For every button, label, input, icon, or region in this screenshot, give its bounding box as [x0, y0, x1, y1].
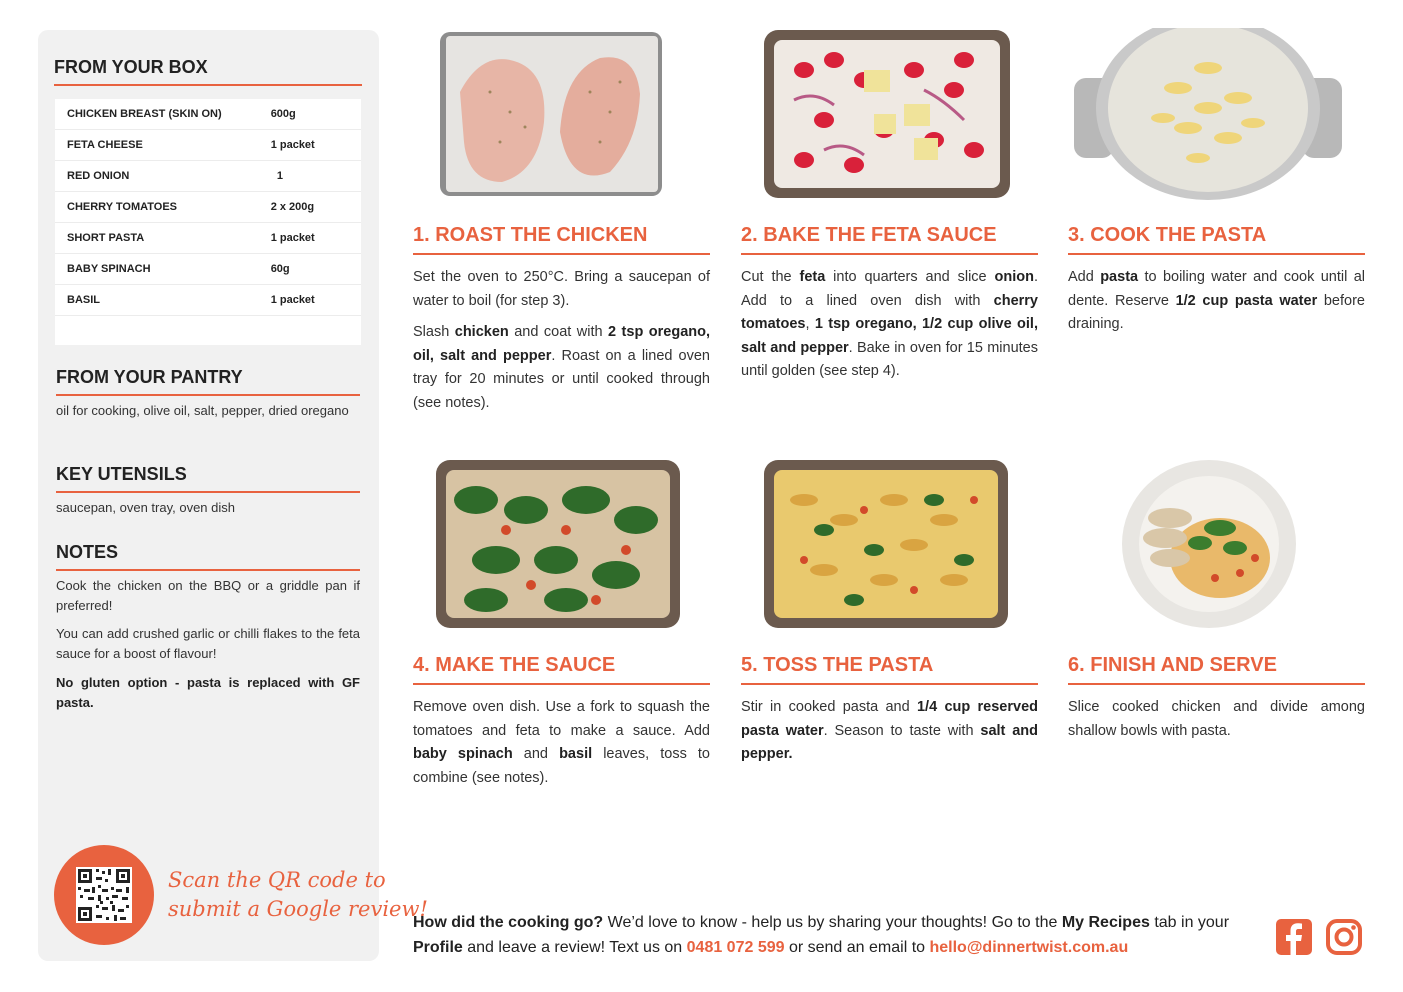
ingredient-name: SHORT PASTA [67, 232, 145, 244]
step-3-title: 3. COOK THE PASTA [1068, 224, 1365, 255]
step-5-body [741, 696, 1038, 775]
step-4-image [436, 460, 680, 628]
ingredients-table [55, 99, 361, 345]
note-1: Cook the chicken on the BBQ or a griddle pan if preferred! [56, 578, 360, 613]
step-6-para: Slice cooked chicken and divide among shallow bowls with pasta. [1068, 699, 1365, 739]
pantry-text: oil for cooking, olive oil, salt, pepper, dried oregano [56, 403, 349, 418]
step-5-para: Stir in cooked pasta and 1/4 cup reserved pasta water. Season to taste with salt and pepper. [741, 699, 1038, 762]
step-1-title: 1. ROAST THE CHICKEN [413, 224, 710, 255]
table-row [55, 254, 361, 285]
step-4-title: 4. MAKE THE SAUCE [413, 654, 710, 685]
ingredient-qty: 1 packet [270, 139, 315, 151]
note-2: You can add crushed garlic or chilli flakes to the feta sauce for a boost of flavour! [56, 626, 360, 661]
table-row [55, 192, 361, 223]
ingredient-name: RED ONION [67, 170, 130, 182]
table-row [55, 285, 361, 316]
step-3-para: Add pasta to boiling water and cook until al dente. Reserve 1/2 cup pasta water before draining. [1068, 269, 1365, 332]
step-2-para: Cut the feta into quarters and slice onion. Add to a lined oven dish with cherry tomatoes, 1 tsp oregano, 1/2 cup olive oil, salt and pepper. Bake in oven for 15 minutes until golden (see step 4). [741, 269, 1038, 379]
step-3-body [1068, 266, 1365, 345]
footer-review-text: How did the cooking go? We’d love to know - help us by sharing your thoughts! Go to the My Recipes tab in your Profile and leave a review! Text us on 0481 072 599 or send an email to hello@dinnertwist.com.au [413, 914, 1230, 956]
step-1-body [413, 266, 710, 423]
step-4-body [413, 696, 710, 798]
step-2-body [741, 266, 1038, 392]
ingredient-name: FETA CHEESE [67, 139, 143, 151]
utensils-heading: KEY UTENSILS [56, 464, 360, 493]
scan-text [168, 866, 428, 924]
table-row [55, 161, 361, 192]
step-6-body [1068, 696, 1365, 751]
qr-code[interactable] [54, 845, 154, 945]
table-row [55, 130, 361, 161]
email-link[interactable]: hello@dinnertwist.com.au [929, 939, 1129, 956]
from-your-box-heading: FROM YOUR BOX [54, 57, 362, 86]
note-3: No gluten option - pasta is replaced with GF pasta. [56, 675, 360, 710]
ingredient-name: CHERRY TOMATOES [67, 201, 178, 213]
notes-heading: NOTES [56, 542, 360, 571]
ingredient-qty: 1 packet [270, 232, 315, 244]
instagram-icon[interactable] [1326, 919, 1362, 955]
utensils-text: saucepan, oven tray, oven dish [56, 500, 235, 515]
ingredient-name: BASIL [67, 294, 100, 306]
table-row [55, 223, 361, 254]
ingredient-name: CHICKEN BREAST (SKIN ON) [67, 108, 222, 120]
step-2-title: 2. BAKE THE FETA SAUCE [741, 224, 1038, 255]
facebook-icon[interactable] [1276, 919, 1312, 955]
table-row [55, 99, 361, 130]
scan-line-2: submit a Google review! [168, 897, 428, 921]
qr-badge [54, 845, 154, 945]
step-5-title: 5. TOSS THE PASTA [741, 654, 1038, 685]
step-4-para: Remove oven dish. Use a fork to squash the tomatoes and feta to make a sauce. Add baby spinach and basil leaves, toss to combine (see notes). [413, 699, 710, 786]
ingredient-qty: 600g [270, 108, 296, 120]
step-2-image [764, 30, 1010, 198]
pantry-heading: FROM YOUR PANTRY [56, 367, 360, 396]
phone-link[interactable]: 0481 072 599 [686, 939, 785, 956]
step-3-image [1068, 28, 1348, 200]
scan-line-1: Scan the QR code to [168, 868, 386, 892]
step-6-title: 6. FINISH AND SERVE [1068, 654, 1365, 685]
step-5-image [764, 460, 1008, 628]
step-1-para-2: Slash chicken and coat with 2 tsp oregano, oil, salt and pepper. Roast on a lined oven tray for 20 minutes or until cooked through (see notes). [413, 324, 710, 411]
step-1-para-1: Set the oven to 250°C. Bring a saucepan of water to boil (for step 3). [413, 269, 710, 309]
step-6-image [1120, 458, 1298, 630]
ingredient-name: BABY SPINACH [67, 263, 151, 275]
ingredient-qty: 1 packet [270, 294, 315, 306]
ingredient-qty: 1 [276, 170, 283, 182]
ingredient-qty: 60g [270, 263, 290, 275]
ingredient-qty: 2 x 200g [270, 201, 315, 213]
step-1-image [440, 32, 662, 196]
